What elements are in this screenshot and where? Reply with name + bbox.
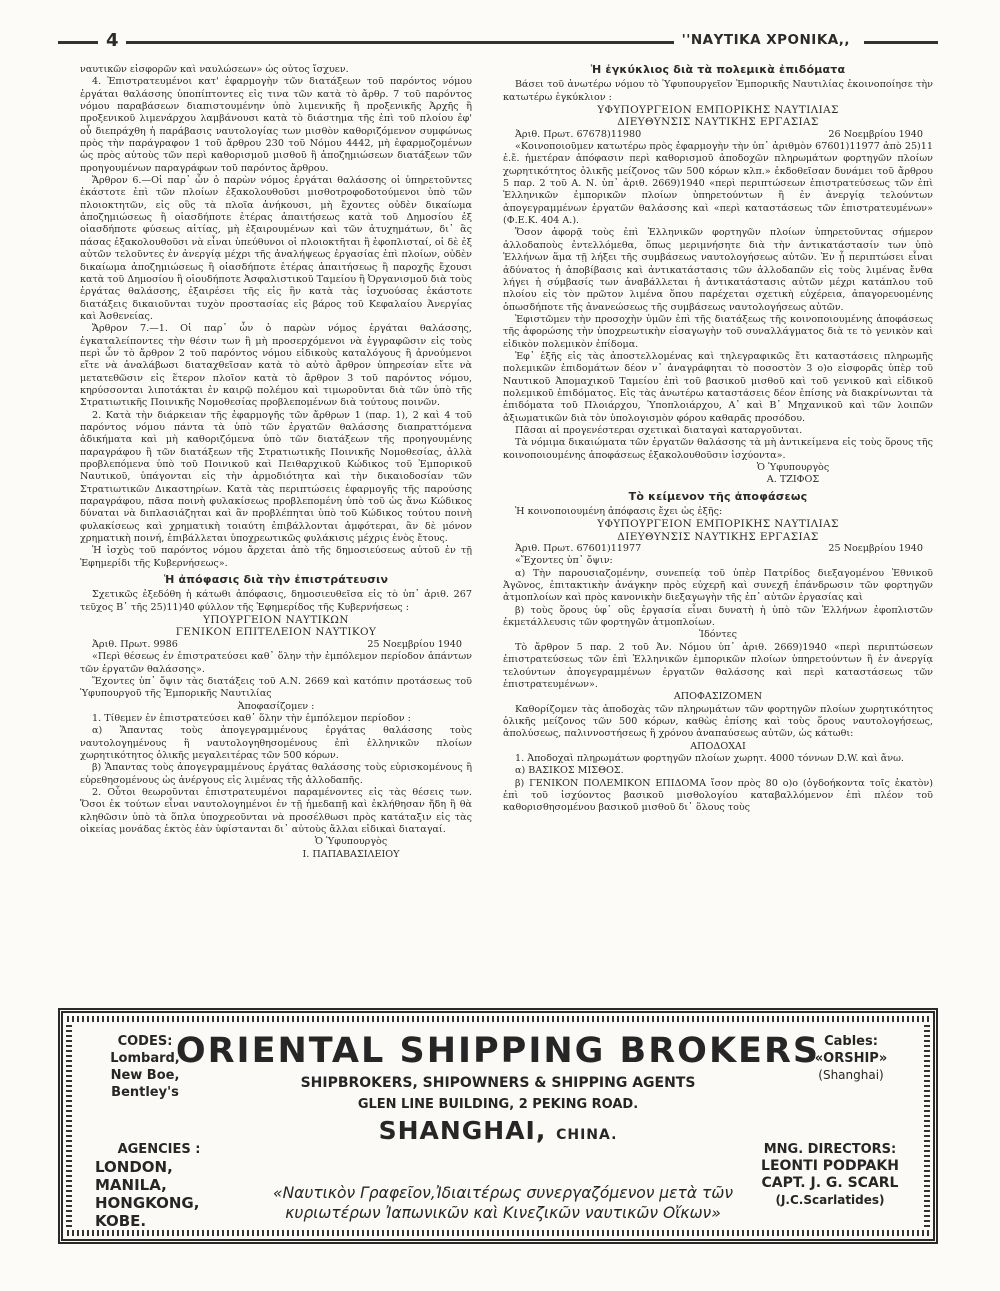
paragraph: «Περὶ θέσεως ἐν ἐπιστρατεύσει καθ᾽ ὅλην τὴν ἐμπόλεμον περίοδον ἁπάντων τῶν ἐργατῶν θαλάσσης». xyxy=(80,651,472,675)
paragraph: 4. Ἐπιστρατευμένοι κατ' ἐφαρμογὴν τῶν διατάξεων τοῦ παρόντος νόμου ἐργάται θαλάσσης ὑποπίπτοντες εἰς τινα τῶν κατὰ τὸ ἄρθρ. 7 τοῦ παρόντος νόμου παραβάσεων διαπιστουμένην ὑπὸ λιμενικῆς ἢ προξενικῆς Ἀρχῆς ἢ προξενικοῦ λιμενάρχου λαμβάνουσι κατὰ τὸ διάστημα τῆς ἐπὶ τοῦ πλοίου ἐφ' οὗ διεπράχθη ἡ παράβασις ναυτολογίας των μισθὸν καθοριζόμενον συμφώνως πρὸς τὴν παράγραφον 1 τοῦ ἄρθρου 230 τοῦ Νόμου 4442, μὴ ἐφαρμοζομένων ὡς πρὸς αὐτοὺς τῶν περὶ καθορισμοῦ μισθοῦ ἢ ἀποζημιώσεων διατάξεων τῶν προηγουμένων παραγράφων τοῦ παρόντος ἄρθρου. xyxy=(80,76,472,174)
ad-border-bottom xyxy=(67,1230,929,1236)
paragraph: 2. Οὗτοι θεωροῦνται ἐπιστρατευμένοι παραμένοντες εἰς τὰς θέσεις των. Ὅσοι ἐκ τούτων εἶναι ναυτολογημένοι ἐν τῇ ἡμεδαπῇ καὶ ἐκλήθησαν ἤδη ἢ θὰ κληθῶσιν ὑπὸ τὰ ὅπλα ὑποχρεοῦνται νὰ προσέλθωσι πρὸς κατάταξιν εἰς τὰς οἰκείας μονάδας ἐκτὸς ἐὰν ὑφίστανται δι᾽ αὐτοὺς ἄλλαι εἰδικαὶ διαταγαί. xyxy=(80,786,472,835)
paragraph: β) τοὺς ὅρους ὑφ᾽ οὓς ἐργασία εἶναι δυνατὴ ἡ ὑπὸ τῶν Ἑλλήνων ἐφοπλιστῶν ἐκμετάλλευσις τῶν φορτηγῶν ἀτμοπλοίων. xyxy=(503,604,933,629)
paragraph: Ὅσον ἀφορᾷ τοὺς ἐπὶ Ἑλληνικῶν φορτηγῶν πλοίων ὑπηρετοῦντας σήμερον ἀλλοδαποὺς ἐντελλόμεθα, ὅπως μεριμνήσητε διὰ τὴν ἀντικατάστασίν των ὑπὸ Ἑλλήνων ἅμα τῇ λήξει τῆς συμβάσεως ναυτολογήσεως αὐτῶν. Ἐν ᾗ περιπτώσει εἶναι ἀδύνατος ἡ ἀποβίβασις καὶ ἀντικατάστασις τῶν ἀλλοδαπῶν εἰς τοὺς λιμένας ἔνθα λήγει ἡ σύμβασίς των ἀναβάλλεται ἡ ἀντικατάστασις αὐτῶν μέχρι κατάπλου τοῦ πλοίου εἰς τὸν πρῶτον λιμένα ὅπου παρέχεται σχετικὴ εὐχέρεια, ἀπαγορευομένης ὁπωσδήποτε τῆς ἀνανεώσεως τῆς συμβάσεως ναυτολογήσεως αὐτῶν. xyxy=(503,227,933,313)
city-name: SHANGHAI, xyxy=(378,1116,547,1145)
protocol-number: Ἀριθ. Πρωτ. 67678)11980 xyxy=(515,128,642,140)
subheading: ΑΠΟΦΑΣΙΖΟΜΕΝ xyxy=(673,691,763,703)
director-name: LEONTI PODPAKH xyxy=(761,1158,899,1174)
subheading: Ἰδόντες xyxy=(698,629,738,641)
signature-name: Α. ΤΖΙΦΟΣ xyxy=(766,474,820,486)
ad-border-top xyxy=(67,1016,929,1022)
paragraph: ναυτικῶν εἰσφορῶν καὶ ναυλώσεων» ὡς οὗτος ἴσχυεν. xyxy=(80,64,349,75)
subheading: ΑΠΟΔΟΧΑΙ xyxy=(690,740,746,752)
ministry-heading: ΥΦΥΠΟΥΡΓΕΙΟΝ ΕΜΠΟΡΙΚΗΣ ΝΑΥΤΙΛΙΑΣ xyxy=(597,104,839,117)
ministry-heading: ΥΦΥΠΟΥΡΓΕΙΟΝ ΕΜΠΟΡΙΚΗΣ ΝΑΥΤΙΛΙΑΣ xyxy=(597,518,839,531)
paragraph: Ἐφιστῶμεν τὴν προσοχὴν ὑμῶν ἐπὶ τῆς διατάξεως τῆς κοινοποιουμένης ἀποφάσεως τῆς ἀφορώσης τὴν ὑποχρεωτικὴν εἰσαγωγὴν τοῦ συναλλάγματος διὰ τε τὸ γενικὸν καὶ εἰδικὸν πολεμικὸν ἐπίδομα. xyxy=(503,313,933,350)
cables-label: Cables: xyxy=(824,1034,878,1049)
paragraph: Ἄρθρον 7.—1. Οἱ παρ᾽ ὧν ὁ παρὼν νόμος ἐργάται θαλάσσης, ἐγκαταλείποντες τὴν θέσιν των ἢ μὴ προσερχόμενοι νὰ ἐγγραφῶσιν εἰς τοὺς περὶ ὧν τὸ ἄρθρον 2 τοῦ παρόντος νόμου εἰδικοὺς καταλόγους ἢ ἀρνούμενοι εἴτε νὰ ἀναλάβωσι διαταχθεῖσαν κατὰ τὸ αὐτὸ ἄρθρον ὑπηρεσίαν εἴτε νὰ μετατεθῶσιν εἰς ἕτερον πλοῖον κατὰ τὸ ἄρθρον 3 τοῦ παρόντος νόμου, κηρύσσονται λιποτάκται ἐν καιρῷ πολέμου καὶ τιμωροῦνται διὰ τῶν ὑπὸ τῆς Στρατιωτικῆς Ποινικῆς Νομοθεσίας προβλεπομένων διὰ τούτους ποινῶν. xyxy=(80,323,472,409)
code-item: Bentley's xyxy=(111,1085,179,1100)
director-name: CAPT. J. G. SCARL xyxy=(761,1175,899,1191)
code-item: New Boe, xyxy=(110,1068,180,1083)
signature-title: Ὁ Ὑφυπουργὸς xyxy=(314,836,388,848)
cables-city: (Shanghai) xyxy=(818,1068,884,1082)
agency-item: KOBE. xyxy=(95,1212,147,1230)
agency-item: LONDON, xyxy=(95,1158,173,1176)
agency-item: HONGKONG, xyxy=(95,1194,200,1212)
managing-directors xyxy=(745,1141,915,1209)
document-reference xyxy=(503,543,933,555)
paragraph: Τὸ ἄρθρον 5 παρ. 2 τοῦ Ἀν. Νόμου ὑπ᾽ ἀριθ. 2669)1940 «περὶ περιπτώσεων ἐπιστρατεύσεως τῶν ἐπὶ Ἑλληνικῶν ἐμπορικῶν πλοίων ὑπηρετούντων ἢ ἐν ἀνεργίᾳ τελούντων ἀπογεγραμμένων ἐργατῶν θαλάσσης καὶ περὶ καταστάσεως τῶν ἐπιστρατευμένων». xyxy=(503,641,933,690)
company-name: ORIENTAL SHIPPING BROKERS xyxy=(175,1031,821,1071)
paragraph: 1. Ἀποδοχαὶ πληρωμάτων φορτηγῶν πλοίων χωρητ. 4000 τόννων D.W. καὶ ἄνω. xyxy=(515,752,904,764)
cables-name: «ORSHIP» xyxy=(814,1051,888,1066)
page-number: 4 xyxy=(106,30,119,51)
protocol-number: Ἀριθ. Πρωτ. 9986 xyxy=(92,638,178,650)
header-rule-left xyxy=(58,41,98,44)
agencies-label: AGENCIES : xyxy=(117,1142,201,1157)
ministry-heading: ΥΠΟΥΡΓΕΙΟΝ ΝΑΥΤΙΚΩΝ xyxy=(203,614,349,627)
header-rule-middle xyxy=(126,41,674,44)
paragraph: Ἔχοντες ὑπ᾽ ὄψιν τὰς διατάξεις τοῦ Α.Ν. 2669 καὶ κατόπιν προτάσεως τοῦ Ὑφυπουργοῦ τῆς Ἐμπορικῆς Ναυτιλίας xyxy=(80,675,472,700)
agency-item: MANILA, xyxy=(95,1176,167,1194)
left-column xyxy=(80,64,472,1004)
paragraph: Σχετικῶς ἐξεδόθη ἡ κάτωθι ἀπόφασις, δημοσιευθεῖσα εἰς τὸ ὑπ᾽ ἀριθ. 267 τεῦχος Β᾽ τῆς 25)11)40 φύλλον τῆς Ἐφημερίδος τῆς Κυβερνήσεως : xyxy=(80,589,472,613)
decision-heading: Ἀποφασίζομεν : xyxy=(237,700,315,712)
paragraph: β) ΓΕΝΙΚΟΝ ΠΟΛΕΜΙΚΟΝ ΕΠΙΔΟΜΑ ἴσον πρὸς 80 ο)ο (ὀγδοήκοντα τοῖς ἑκατὸν) ἐπὶ τοῦ ἰσχύοντος βασικοῦ μισθολογίου καταβαλλόμενον ἐπὶ πλέον τοῦ καθορισθησομένου βασικοῦ μισθοῦ δι᾽ ὅλους τοὺς xyxy=(503,777,933,814)
ministry-heading: ΔΙΕΥΘΥΝΣΙΣ ΝΑΥΤΙΚΗΣ ΕΡΓΑΣΙΑΣ xyxy=(617,530,819,543)
paragraph: α) Τὴν παρουσιαζομένην, συνεπείᾳ τοῦ ὑπὲρ Πατρίδος διεξαγομένου Ἐθνικοῦ Ἀγῶνος, ἐπιτακτικὴν ἀνάγκην πρὸς εὐχερῆ καὶ συνεχῆ ἐπάνδρωσιν τῶν φορτηγῶν ἀτμοπλοίων καὶ πρὸς κανονικὴν διεξαγωγὴν τῆς ἐπ᾽ αὐτῶν ἐργασίας καὶ xyxy=(503,567,933,604)
right-column xyxy=(503,64,933,1004)
paragraph: Πᾶσαι αἱ προγενέστεραι σχετικαὶ διαταγαὶ καταργοῦνται. xyxy=(515,424,803,436)
advertisement xyxy=(58,1008,938,1244)
signature-name: Ι. ΠΑΠΑΒΑΣΙΛΕΙΟΥ xyxy=(302,848,400,860)
document-reference xyxy=(80,639,472,651)
directors-label: MNG. DIRECTORS: xyxy=(763,1142,897,1157)
paragraph: Τὰ νόμιμα δικαιώματα τῶν ἐργατῶν θαλάσσης τὰ μὴ ἀντικείμενα εἰς τοὺς ὅρους τῆς κοινοποιουμένης ἀποφάσεως ἐξακολουθοῦσιν ἰσχύοντα». xyxy=(503,437,933,461)
cable-address xyxy=(791,1033,911,1084)
paragraph: Καθορίζομεν τὰς ἀποδοχὰς τῶν πληρωμάτων τῶν φορτηγῶν πλοίων χωρητικότητος ὁλικῆς μείζονος τῶν 500 κόρων, καθὼς ἐπίσης καὶ τοὺς ὅρους ναυτολογήσεως, ἀπολύσεως, παλιννοστήσεως ἢ χρόνου ἀναπαύσεως αὐτῶν, ὡς κάτωθι: xyxy=(503,703,933,740)
signature-title: Ὁ Ὑφυπουργὸς xyxy=(756,462,830,473)
section-heading: Ἡ ἐγκύκλιος διὰ τὰ πολεμικὰ ἐπιδόματα xyxy=(590,64,846,76)
section-heading: Ἡ ἀπόφασις διὰ τὴν ἐπιστράτευσιν xyxy=(163,573,389,587)
document-reference xyxy=(503,129,933,141)
paragraph: 1. Τίθεμεν ἐν ἐπιστρατεύσει καθ᾽ ὅλην τὴν ἐμπόλεμον περίοδον : xyxy=(92,712,411,724)
ministry-heading: ΔΙΕΥΘΥΝΣΙΣ ΝΑΥΤΙΚΗΣ ΕΡΓΑΣΙΑΣ xyxy=(617,116,819,129)
paragraph: Βάσει τοῦ ἀνωτέρω νόμου τὸ Ὑφυπουργεῖον Ἐμπορικῆς Ναυτιλίας ἐκοινοποίησε τὴν κατωτέρω ἐγκύκλιον : xyxy=(503,79,933,103)
agency-list xyxy=(95,1158,229,1230)
section-heading: Τὸ κείμενον τῆς ἀποφάσεως xyxy=(628,489,808,503)
company-services: SHIPBROKERS, SHIPOWNERS & SHIPPING AGENTS xyxy=(300,1075,696,1091)
document-date: 25 Νοεμβρίου 1940 xyxy=(367,638,462,650)
paragraph: α) Ἅπαντας τοὺς ἀπογεγραμμένους ἐργάτας θαλάσσης τοὺς ναυτολογημένους ἢ ναυτολογηθησομένους ἐπὶ ἑλληνικῶν πλοίων χωρητικότητος ὁλικῆς μεγαλειτέρας τῶν 500 κόρων. xyxy=(80,725,472,761)
paragraph: Ἡ ἰσχὺς τοῦ παρόντος νόμου ἄρχεται ἀπὸ τῆς δημοσιεύσεως αὐτοῦ ἐν τῇ Ἐφημερίδι τῆς Κυβερνήσεως». xyxy=(80,545,472,569)
publication-title: ''ΝΑΥΤΙΚΑ ΧΡΟΝΙΚΑ,, xyxy=(681,32,850,48)
paragraph: «Κοινοποιοῦμεν κατωτέρω πρὸς ἐφαρμογὴν τὴν ὑπ᾽ ἀριθμὸν 67601)11977 ἀπὸ 25)11 ἐ.ἔ. ἡμετέραν ἀπόφασιν περὶ καθορισμοῦ ἀποδοχῶν πληρωμάτων φορτηγῶν πλοίων χωρητικότητος ὁλικῆς μείζονος τῶν 500 κόρων κλπ.» ἐκδοθεῖσαν δυνάμει τοῦ ἄρθρου 5 παρ. 2 τοῦ Α. Ν. ὑπ᾽ ἀριθ. 2669)1940 «περὶ περιπτώσεων ἐπιστρατεύσεως τῶν ἐπὶ Ἑλληνικῶν ἐμπορικῶν πλοίων ὑπηρετούντων ἢ ἐν ἀνεργίᾳ τελούντων ἀπογεγραμμένων ἐργατῶν θαλάσσης καὶ «περὶ καταστάσεως τῶν ἐπιστρατευμένων» (Φ.Ε.Κ. 404 Α.). xyxy=(503,141,933,227)
running-header xyxy=(58,30,938,52)
code-item: Lombard, xyxy=(110,1051,180,1066)
paragraph: Ἄρθρον 6.—Οἱ παρ᾽ ὧν ὁ παρὼν νόμος ἐργάται θαλάσσης οἱ ὑπηρετοῦντες ἑκάστοτε ἐπὶ τῶν πλοίων ἐξακολουθοῦσι μισθοτροφοδοτούμενοι ὑπὸ τῶν πλοιοκτητῶν, εἰς οὓς τὰ πλοῖα ἀνήκουσι, μὴ ἔχοντες οὐδὲν δικαίωμα ἀποζημιώσεως ἢ οἱασδήποτε ἑτέρας ἀπαιτήσεως κατὰ τοῦ Δημοσίου ἐξ οἱασδήποτε φύσεως αἰτίας, μὴ ἐξαιρουμένων καὶ τῶν ἀτυχημάτων, δι᾽ ἃς πάσας ἐξακολουθοῦσι νὰ εἶναι ὑπεύθυνοι οἱ πλοιοκτῆται ἢ ἐφοπλισταί, οἱ δὲ ἐξ αὐτῶν τελοῦντες ἐν ἀνεργίᾳ μέχρι τῆς ἀναλήψεως ἐργασίας ἐπὶ πλοίων, οὐδὲν δικαίωμα ἀποζημιώσεως ἢ οἱασδήποτε ἑτέρας ἀπαιτήσεως ἢ παροχῆς ἔχουσι κατὰ τοῦ Δημοσίου ἢ οἱουδήποτε Ἀσφαλιστικοῦ Ταμείου ἢ Ὀργανισμοῦ διὰ τοὺς ἐργάτας θαλάσσης, ἐξαιρέσει τῆς εἰς ἣν κατὰ τὰς ἰσχυούσας ἑκάστοτε διατάξεις δικαιοῦνται τυχὸν προστασίας εἰς βάρος τοῦ Κεφαλαίου Ἀνεργίας καὶ Ἀσθενείας. xyxy=(80,175,472,322)
tagline-line: «Ναυτικὸν Γραφεῖον,Ἰδιαιτέρως συνεργαζόμενον μετὰ τῶν xyxy=(273,1184,733,1202)
tagline-line: κυριωτέρων Ἰαπωνικῶν καὶ Κινεζικῶν ναυτικῶν Οἴκων» xyxy=(285,1204,721,1222)
document-date: 26 Νοεμβρίου 1940 xyxy=(828,128,923,140)
paragraph: 2. Κατὰ τὴν διάρκειαν τῆς ἐφαρμογῆς τῶν ἄρθρων 1 (παρ. 1), 2 καὶ 4 τοῦ παρόντος νόμου πάντα τὰ ὑπὸ τῶν ἐργατῶν θαλάσσης διαπραττόμενα ἀδικήματα καὶ μὴ καθοριζόμενα ὑπὸ τῶν διατάξεων τῆς προηγουμένης παραγράφου ἢ τῶν διατάξεων τῆς Στρατιωτικῆς Ποινικῆς Νομοθεσίας, ἀλλὰ προβλεπόμενα ὑπὸ τοῦ Ποινικοῦ καὶ Πειθαρχικοῦ Κώδικος τοῦ Ἐμπορικοῦ Ναυτικοῦ, ὑπάγονται εἰς τὴν ἁρμοδιότητα καὶ τὴν δικαιοδοσίαν τῶν Στρατιωτικῶν Δικαστηρίων. Κατὰ τὰς περιπτώσεις ἐφαρμογῆς τῆς παρούσης παραγράφου, πᾶσα ποινὴ φυλακίσεως προβλεπομένη ὑπὸ τοῦ ὡς ἄνω Κώδικος δύναται νὰ διπλασιάζηται καὶ ἂν προβλέπηται ὑπὸ τοῦ Κώδικος τούτου ποινὴ φυλακίσεως καὶ χρηματικὴ τοιαύτη ἐπιβάλλονται ἀμφότεραι, ἂν δὲ μόνον χρηματικὴ ποινή, ἐπιβάλλεται ὑποχρεωτικῶς φυλάκισις μέχρις ἑνὸς ἔτους. xyxy=(80,409,472,545)
document-date: 25 Νοεμβρίου 1940 xyxy=(828,543,923,555)
paragraph: «Ἔχοντες ὑπ᾽ ὄψιν: xyxy=(515,555,613,567)
country-name: CHINA. xyxy=(556,1127,618,1143)
paragraph: Ἡ κοινοποιουμένη ἀπόφασις ἔχει ὡς ἑξῆς: xyxy=(515,506,723,518)
header-rule-right xyxy=(864,41,938,44)
paragraph: β) Ἅπαντας τοὺς ἀπογεγραμμένους ἐργάτας θαλάσσης τοὺς εὑρισκομένους ἢ εὑρεθησομένους ὡς ἀνέργους εἰς λιμένας τῆς ἀλλοδαπῆς. xyxy=(80,762,472,786)
paragraph: α) ΒΑΣΙΚΟΣ ΜΙΣΘΟΣ. xyxy=(515,765,624,777)
protocol-number: Ἀριθ. Πρωτ. 67601)11977 xyxy=(515,543,642,555)
ministry-heading: ΓΕΝΙΚΟΝ ΕΠΙΤΕΛΕΙΟΝ ΝΑΥΤΙΚΟΥ xyxy=(175,626,377,639)
paragraph: Ἐφ᾽ ἑξῆς εἰς τὰς ἀποστελλομένας καὶ τηλεγραφικῶς ἔτι καταστάσεις πληρωμῆς πολεμικῶν ἐπιδομάτων δέον ν᾽ ἀναγράφηται τὸ ποσοστὸν 3 ο)ο εἰσφορᾶς ὑπὲρ τοῦ Ναυτικοῦ Ἀπομαχικοῦ Ταμείου ἐπὶ τοῦ βασικοῦ μισθοῦ καὶ τοῦ γενικοῦ καὶ εἰδικοῦ πολεμικοῦ ἐπιδόματος. Εἰς τὰς ἀνωτέρω καταστάσεις δέον ἐπίσης νὰ διακρίνωνται τὰ ἐπιδόματα τοῦ Πλοιάρχου, Ὑποπλοιάρχου, Α᾽ καὶ Β᾽ Μηχανικοῦ καὶ τῶν λοιπῶν ἀξιωματικῶν διὰ τὸν ὑπολογισμὸν φόρου καθαρᾶς προσόδου. xyxy=(503,350,933,424)
greek-tagline xyxy=(223,1183,783,1223)
company-address: GLEN LINE BUILDING, 2 PEKING ROAD. xyxy=(357,1097,639,1112)
agencies xyxy=(89,1141,229,1230)
codes-label: CODES: xyxy=(117,1034,173,1049)
director-note: (J.C.Scarlatides) xyxy=(775,1193,885,1207)
